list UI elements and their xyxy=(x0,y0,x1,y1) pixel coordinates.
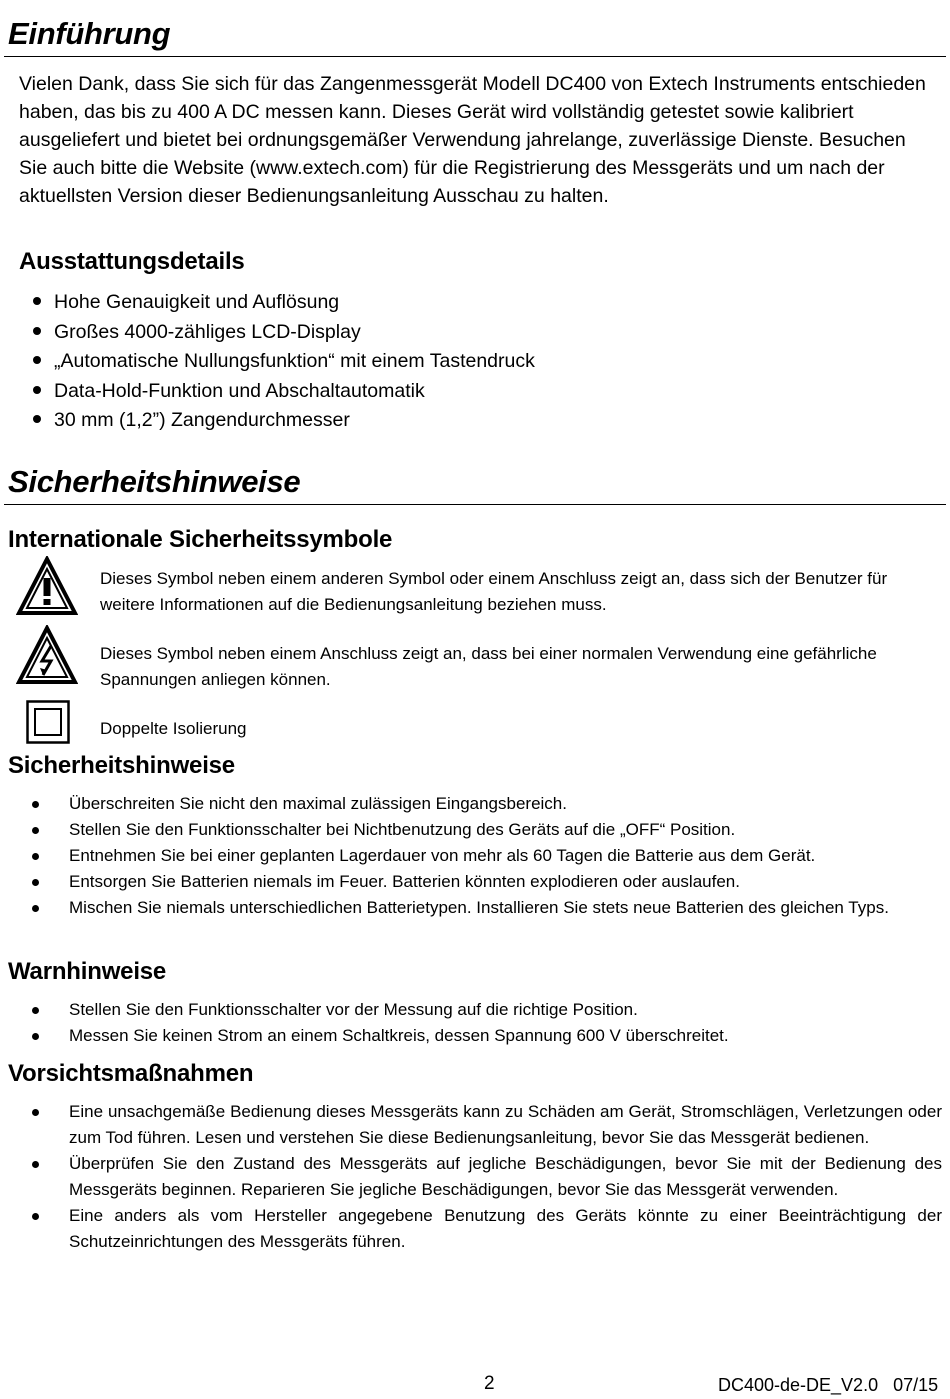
bullet-icon xyxy=(33,297,41,305)
bullet-icon xyxy=(32,1109,39,1116)
bullet-icon xyxy=(33,386,41,394)
bullet-icon xyxy=(32,879,39,886)
bullet-icon xyxy=(32,827,39,834)
list-item: Mischen Sie niemals unterschiedlichen Batterietypen. Installieren Sie stets neue Batterien des gleichen Typs. xyxy=(0,895,942,921)
list-item: Entsorgen Sie Batterien niemals im Feuer. Batterien könnten explodieren oder auslaufen. xyxy=(0,869,942,895)
bullet-icon xyxy=(33,415,41,423)
intro-title: Einführung xyxy=(8,16,171,51)
safety-title-rule xyxy=(4,504,946,505)
symbol-voltage-text: Dieses Symbol neben einem Anschluss zeigt an, dass bei einer normalen Verwendung eine gefährliche Spannungen anliegen können. xyxy=(100,644,877,689)
bullet-icon xyxy=(33,327,41,335)
list-item: Stellen Sie den Funktionsschalter bei Nichtbenutzung des Geräts auf die „OFF“ Position. xyxy=(0,817,942,843)
list-item: Überprüfen Sie den Zustand des Messgeräts auf jegliche Beschädigungen, bevor Sie mit der Bedienung des Messgeräts beginnen. Reparieren Sie jegliche Beschädigungen, bevor Sie das Messgerät verwenden. xyxy=(0,1151,942,1203)
list-item: Hohe Genauigkeit und Auflösung xyxy=(19,288,535,318)
list-item: Entnehmen Sie bei einer geplanten Lagerdauer von mehr als 60 Tagen die Batterie aus dem Gerät. xyxy=(0,843,942,869)
intro-paragraph: Vielen Dank, dass Sie sich für das Zangenmessgerät Modell DC400 von Extech Instruments entschieden haben, das bis zu 400 A DC messen kann. Dieses Gerät wird vollständig getestet sowie kalibriert ausgeliefert und bietet bei ordnungsgemäßer Verwendung jahrelange, zuverlässige Dienste. Besuchen Sie auch bitte die Website (www.extech.com) für die Registrierung des Messgeräts und um nach der aktuellsten Version dieser Bedienungsanleitung Ausschau zu halten. xyxy=(19,73,926,207)
symbols-heading: Internationale Sicherheitssymbole xyxy=(8,526,393,553)
bullet-icon xyxy=(32,1161,39,1168)
list-item: „Automatische Nullungsfunktion“ mit einem Tastendruck xyxy=(19,347,535,377)
page-number: 2 xyxy=(484,1373,495,1394)
warnings-heading: Warnhinweise xyxy=(8,958,167,985)
document-id: DC400-de-DE_V2.0 07/15 xyxy=(718,1375,939,1395)
intro-title-rule xyxy=(4,56,946,57)
double-insulation-icon xyxy=(26,700,70,749)
caution-triangle-icon xyxy=(16,556,78,621)
list-item: Messen Sie keinen Strom an einem Schaltkreis, dessen Spannung 600 V überschreitet. xyxy=(0,1023,942,1049)
features-heading: Ausstattungsdetails xyxy=(19,248,245,275)
list-item: Stellen Sie den Funktionsschalter vor der Messung auf die richtige Position. xyxy=(0,997,942,1023)
symbol-caution-text: Dieses Symbol neben einem anderen Symbol oder einem Anschluss zeigt an, dass sich der Benutzer für weitere Informationen auf die Bedienungsanleitung beziehen muss. xyxy=(100,569,888,614)
high-voltage-triangle-icon xyxy=(16,625,78,690)
bullet-icon xyxy=(32,801,39,808)
list-item: Großes 4000-zähliges LCD-Display xyxy=(19,318,535,348)
bullet-icon xyxy=(32,853,39,860)
safety-notes-list xyxy=(0,791,942,921)
bullet-icon xyxy=(32,1213,39,1220)
cautions-list xyxy=(0,1099,942,1255)
cautions-heading: Vorsichtsmaßnahmen xyxy=(8,1060,254,1087)
bullet-icon xyxy=(32,1033,39,1040)
bullet-icon xyxy=(33,356,41,364)
list-item: Eine unsachgemäße Bedienung dieses Messgeräts kann zu Schäden am Gerät, Stromschlägen, Verletzungen oder zum Tod führen. Lesen und verstehen Sie diese Bedienungsanleitung, bevor Sie das Messgerät bedienen. xyxy=(0,1099,942,1151)
warnings-list xyxy=(0,997,942,1049)
list-item: 30 mm (1,2”) Zangendurchmesser xyxy=(19,406,535,436)
symbol-insulation-text: Doppelte Isolierung xyxy=(100,719,247,738)
safety-notes-heading: Sicherheitshinweise xyxy=(8,752,235,779)
list-item: Data-Hold-Funktion und Abschaltautomatik xyxy=(19,377,535,407)
list-item: Eine anders als vom Hersteller angegebene Benutzung des Geräts könnte zu einer Beeinträchtigung der Schutzeinrichtungen des Messgeräts führen. xyxy=(0,1203,942,1255)
safety-title: Sicherheitshinweise xyxy=(8,464,301,499)
bullet-icon xyxy=(32,905,39,912)
features-list xyxy=(19,288,535,436)
list-item: Überschreiten Sie nicht den maximal zulässigen Eingangsbereich. xyxy=(0,791,942,817)
bullet-icon xyxy=(32,1007,39,1014)
